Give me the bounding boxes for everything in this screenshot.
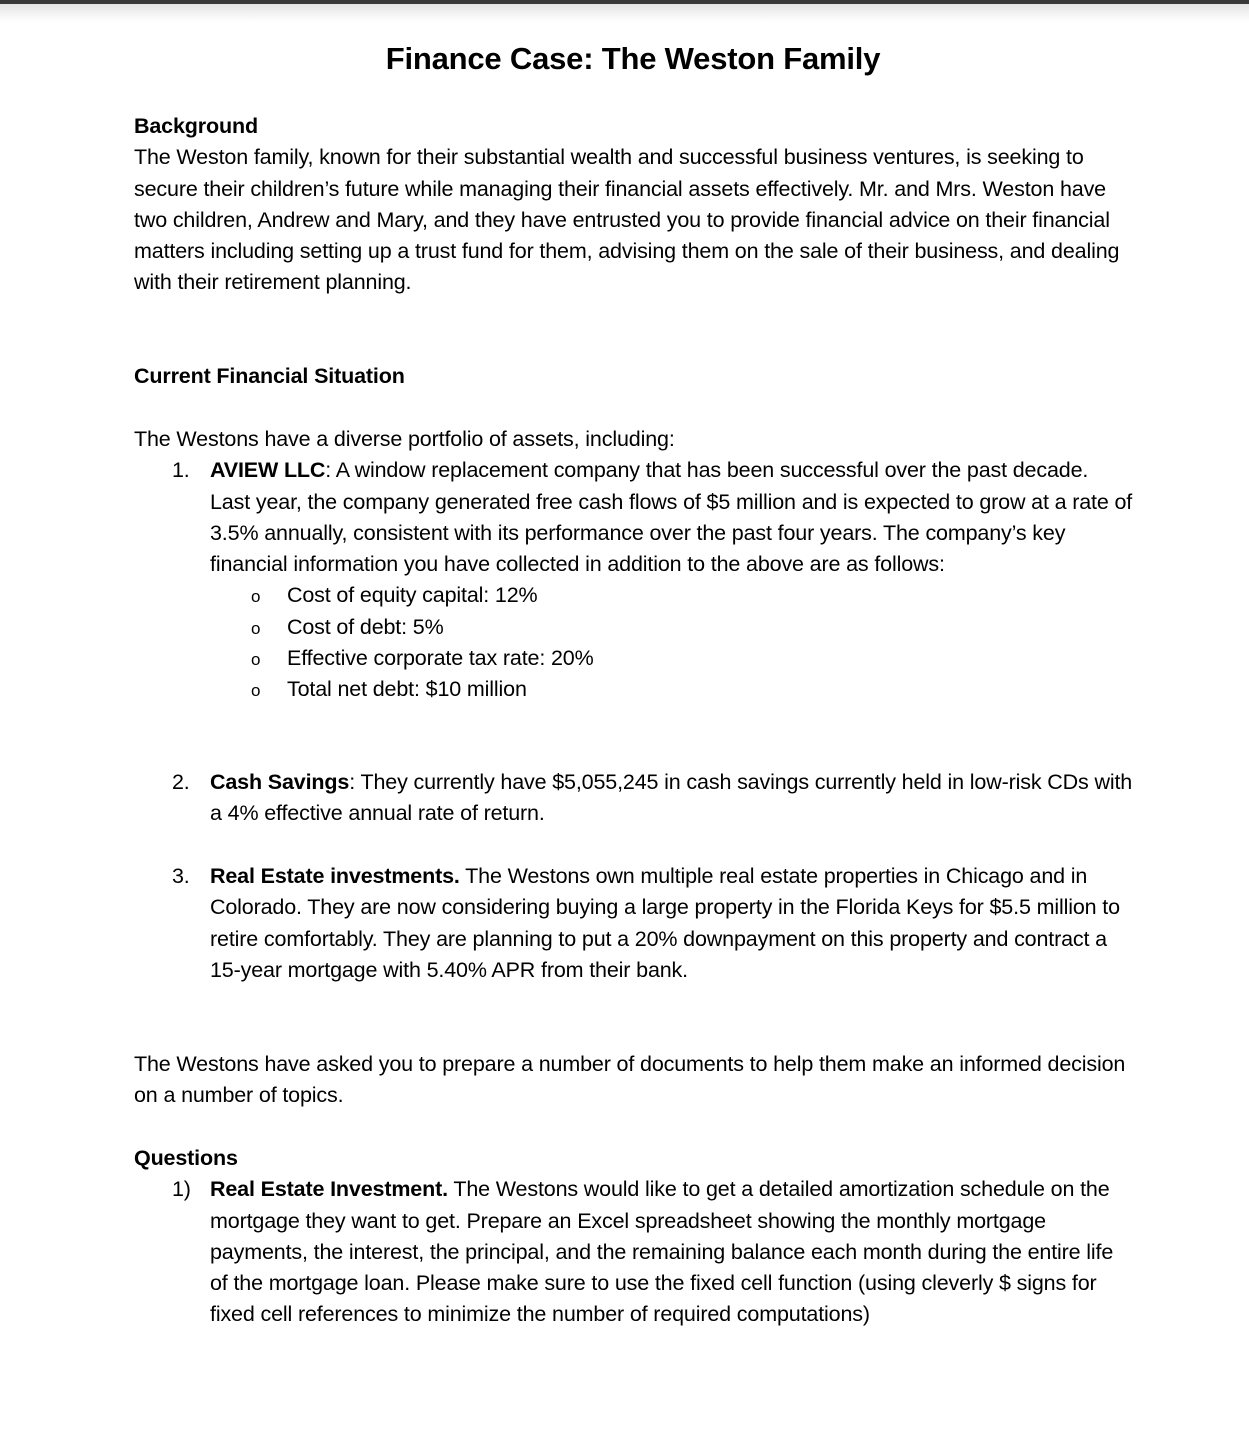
- asset-item-real-estate-block: [134, 861, 1134, 986]
- asset-text: A window replacement company that has been successful over the past decade. Last year, the company generated free cash flows of $5 million and is expected to grow at a rate of 3.5% annually, consistent with its performance over the past four years. The company’s key financial information you have collected in addition to the above are as follows:: [210, 458, 1133, 577]
- detail-text: Effective corporate tax rate: 20%: [287, 646, 594, 671]
- circle-bullet-icon: o: [251, 587, 261, 607]
- asset-item-cash-savings-block: [134, 767, 1134, 830]
- detail-text: Cost of debt: 5%: [287, 614, 444, 639]
- circle-bullet-icon: o: [251, 681, 261, 701]
- detail-item: [134, 643, 1134, 674]
- questions-section: [134, 1143, 1134, 1331]
- question-text: The Westons would like to get a detailed amortization schedule on the mortgage they want to get. Prepare an Excel spreadsheet showing the monthly mortgage payments, the interest, the principal, and the remaining balance each month during the entire life of the mortgage loan. Please make sure to use the fixed cell function (using cleverly $ signs for fixed cell references to minimize the number of required computations): [210, 1177, 1114, 1327]
- circle-bullet-icon: o: [251, 650, 261, 670]
- asset-label: Cash Savings: [210, 770, 350, 794]
- background-section: [134, 111, 1134, 299]
- question-item: [134, 1174, 1134, 1330]
- asset-label: Real Estate investments.: [210, 864, 460, 888]
- asset-label: AVIEW LLC: [210, 458, 326, 483]
- document-title: Finance Case: The Weston Family: [385, 41, 881, 76]
- top-edge-shadow: [0, 4, 1249, 22]
- questions-heading: Questions: [134, 1146, 238, 1170]
- closing-paragraph: The Westons have asked you to prepare a number of documents to help them make an informed decision on a number of topics.: [134, 1052, 1126, 1108]
- asset-number: 2.: [172, 770, 190, 794]
- assets-intro: The Westons have a diverse portfolio of assets, including:: [134, 427, 675, 451]
- question-number: 1): [172, 1177, 191, 1202]
- detail-text: Total net debt: $10 million: [287, 677, 527, 702]
- circle-bullet-icon: o: [251, 618, 261, 638]
- current-situation-section: [134, 361, 1134, 392]
- asset-separator: :: [325, 458, 332, 483]
- asset-separator: :: [349, 770, 356, 794]
- background-heading: Background: [134, 114, 258, 138]
- closing-block: [134, 1049, 1134, 1112]
- asset-text: They currently have $5,055,245 in cash savings currently held in low-risk CDs with a 4% effective annual rate of return.: [210, 770, 1133, 826]
- background-paragraph: The Weston family, known for their substantial wealth and successful business ventures, is seeking to secure their children’s future while managing their financial assets effectively. Mr. and Mrs. Weston have two children, Andrew and Mary, and they have entrusted you to provide financial advice on their financial matters including setting up a trust fund for them, advising them on the sale of their business, and dealing with their retirement planning.: [134, 145, 1120, 295]
- asset-number: 3.: [172, 864, 190, 888]
- detail-text: Cost of equity capital: 12%: [287, 583, 538, 608]
- current-situation-heading: Current Financial Situation: [134, 364, 405, 388]
- asset-number: 1.: [172, 458, 190, 483]
- detail-item: [134, 580, 1134, 611]
- detail-item: [134, 674, 1134, 705]
- asset-item-real-estate: [134, 861, 1134, 986]
- assets-intro-block: [134, 424, 1134, 706]
- question-label: Real Estate Investment.: [210, 1177, 448, 1202]
- asset-text: The Westons own multiple real estate properties in Chicago and in Colorado. They are now considering buying a large property in the Florida Keys for $5.5 million to retire comfortably. They are planning to put a 20% downpayment on this property and contract a 15-year mortgage with 5.40% APR from their bank.: [210, 864, 1120, 982]
- asset-item-cash-savings: [134, 767, 1134, 830]
- asset-item-aview: [134, 455, 1134, 580]
- detail-item: [134, 612, 1134, 643]
